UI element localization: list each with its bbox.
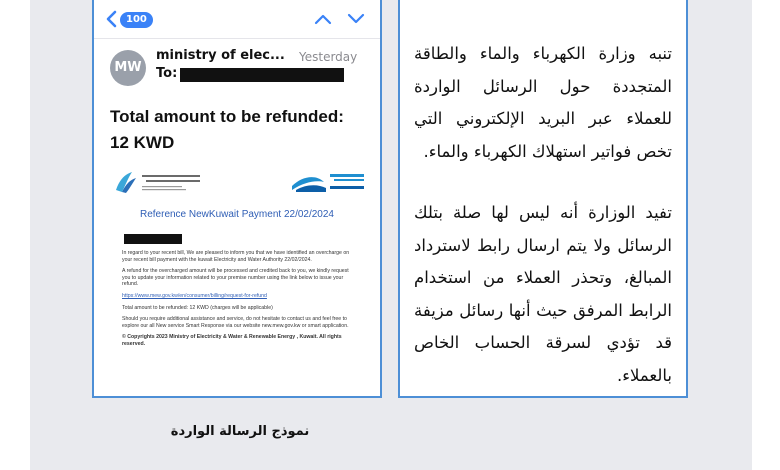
body-paragraph: A refund for the overcharged amount will be processed and credited back to you, we kindly request you to update your information related to your premise number using the link below to issue your refund. xyxy=(122,268,349,288)
sender-avatar: MW xyxy=(110,50,146,86)
new-kuwait-logo xyxy=(290,168,368,196)
amount-line: Total amount to be refunded: 12 KWD (charges will be applicable) xyxy=(122,304,273,311)
chevron-down-icon[interactable] xyxy=(347,12,365,26)
screenshot-caption: نموذج الرسالة الواردة xyxy=(170,424,310,439)
email-body xyxy=(122,250,354,353)
greeting-redaction xyxy=(124,234,182,244)
sender-name[interactable]: ministry of elec... xyxy=(156,48,285,63)
notice-paragraph-2: تفيد الوزارة أنه ليس لها صلة بتلك الرسائل ولا يتم ارسال رابط لاسترداد المبالغ، وتحذر العملاء من استخدام الرابط المرفق حيث أنها رسائل مزيفة قد تؤدي لسرقة الحساب الخاص بالعملاء. xyxy=(414,203,672,385)
back-chevron-icon[interactable] xyxy=(104,9,118,29)
body-paragraph: In regard to your recent bill, We are pleased to inform you that we have identified an overcharge on your recent bill payment with the kuwait Electricity and Water Authority 22/02/2024. xyxy=(122,250,350,263)
email-screenshot-card xyxy=(92,0,382,398)
ministry-logo xyxy=(112,168,207,196)
mail-toolbar xyxy=(94,0,380,39)
page-margin-left xyxy=(0,0,30,470)
email-subject: Total amount to be refunded: 12 KWD xyxy=(110,107,344,152)
chevron-up-icon[interactable] xyxy=(314,12,332,26)
notice-paragraph-1: تنبه وزارة الكهرباء والماء والطاقة المتجددة حول الرسائل الواردة للعملاء عبر البريد الإلكتروني التي تخص فواتير استهلاك الكهرباء والماء. xyxy=(414,44,672,161)
email-timestamp: Yesterday xyxy=(299,50,358,64)
refund-link[interactable]: https://www.mew.gov.kw/en/consumer/billing/request-for-refund xyxy=(122,292,267,299)
copyright-line: © Copyrights 2023 Ministry of Electricity & Water & Renewable Energy , Kuwait. All rights reserved. xyxy=(122,334,342,347)
recipient-redaction xyxy=(180,68,344,82)
body-paragraph: Should you require additional assistance and service, do not hesitate to contact us and feel free to explore our all New service Smart Response via our website new.mew.gov.kw or smart application. xyxy=(122,316,349,329)
to-label: To: xyxy=(156,66,178,81)
page-margin-right xyxy=(752,0,780,470)
notice-card xyxy=(398,0,688,398)
unread-count-badge[interactable]: 100 xyxy=(120,12,153,28)
payment-reference: Reference NewKuwait Payment 22/02/2024 xyxy=(139,209,334,220)
